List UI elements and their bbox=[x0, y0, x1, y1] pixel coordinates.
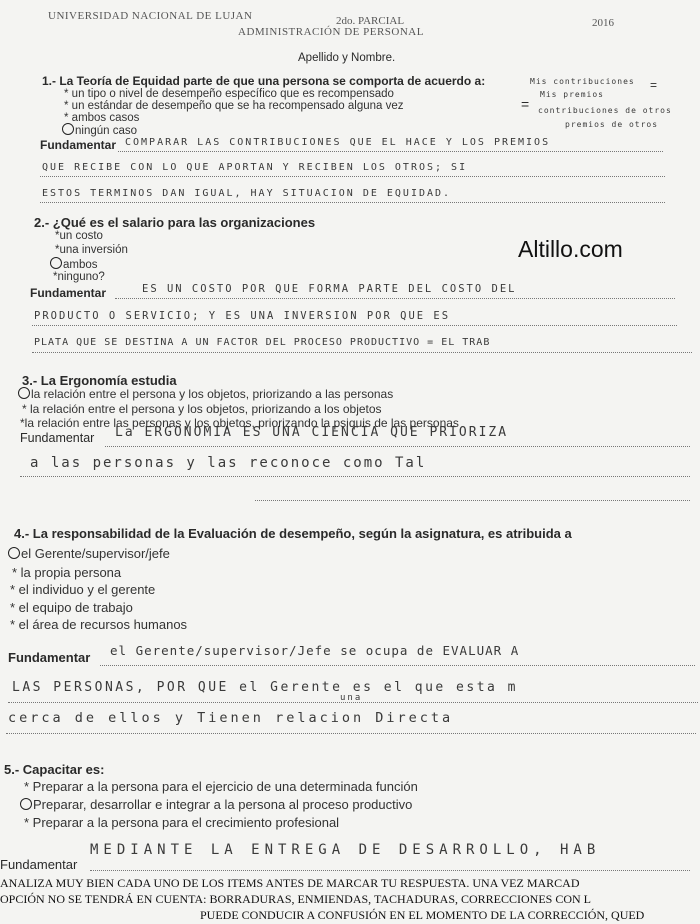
q2-option-b[interactable]: *una inversión bbox=[55, 244, 128, 256]
q1-answer-line-2[interactable]: QUE RECIBE CON LO QUE APORTAN Y RECIBEN LOS OTROS; SI bbox=[42, 162, 468, 173]
q4-option-b[interactable]: * la propia persona bbox=[12, 565, 122, 580]
instructions-line-3: PUEDE CONDUCIR A CONFUSIÓN EN EL MOMENTO DE LA CORRECCIÓN, QUED bbox=[200, 908, 645, 922]
q2-answer-line-2[interactable]: PRODUCTO O SERVICIO; Y ES UNA INVERSION POR QUE ES bbox=[34, 310, 451, 322]
margin-note-3: contribuciones de otros bbox=[538, 106, 672, 115]
question-1-title: 1.- La Teoría de Equidad parte de que una persona se comporta de acuerdo a: bbox=[42, 74, 486, 88]
answer-line bbox=[32, 352, 692, 353]
q4-option-a-label: el Gerente/supervisor/jefe bbox=[21, 546, 170, 561]
q3-fundamentar-label: Fundamentar bbox=[20, 431, 95, 445]
q4-answer-line-2[interactable]: LAS PERSONAS, POR QUE el Gerente es el que esta m bbox=[12, 680, 519, 695]
university-name: UNIVERSIDAD NACIONAL DE LUJAN bbox=[48, 10, 253, 22]
q5-option-b-label: Preparar, desarrollar e integrar a la persona al proceso productivo bbox=[33, 797, 413, 812]
watermark: Altillo.com bbox=[518, 236, 623, 262]
answer-line bbox=[6, 733, 696, 734]
q4-answer-line-3[interactable]: cerca de ellos y Tienen relacion Directa bbox=[8, 710, 454, 726]
selected-mark-icon bbox=[18, 387, 30, 399]
margin-note-4: premios de otros bbox=[565, 120, 659, 129]
q1-option-d[interactable] bbox=[62, 123, 137, 137]
q4-option-c[interactable]: * el individuo y el gerente bbox=[10, 582, 156, 597]
q5-answer-line-1[interactable]: MEDIANTE LA ENTREGA DE DESARROLLO, HAB bbox=[90, 842, 601, 858]
margin-note-1: Mis contribuciones bbox=[530, 77, 635, 86]
q2-option-c[interactable] bbox=[50, 257, 98, 271]
q2-option-d[interactable]: *ninguno? bbox=[53, 271, 105, 283]
answer-line bbox=[255, 500, 690, 501]
instructions-line-1: ANALIZA MUY BIEN CADA UNO DE LOS ITEMS ANTES DE MARCAR TU RESPUESTA. UNA VEZ MARCAD bbox=[0, 876, 580, 890]
q1-fundamentar-label: Fundamentar bbox=[40, 138, 117, 152]
selected-mark-icon bbox=[8, 547, 20, 559]
q5-option-b[interactable] bbox=[20, 797, 412, 812]
equals-sign-2: = bbox=[521, 96, 530, 112]
q3-option-a[interactable] bbox=[18, 387, 393, 401]
q5-option-c[interactable]: * Preparar a la persona para el crecimiento profesional bbox=[24, 815, 340, 830]
q3-answer-line-1[interactable]: La ERGONOMIA ES UNA CIENCIA QUE PRIORIZA bbox=[115, 425, 509, 440]
q3-option-b[interactable]: * la relación entre el persona y los objetos, priorizando a los objetos bbox=[22, 402, 382, 416]
q2-option-c-label: ambos bbox=[63, 259, 98, 271]
answer-line bbox=[32, 325, 677, 326]
question-5-title: 5.- Capacitar es: bbox=[4, 762, 105, 777]
answer-line bbox=[115, 298, 675, 299]
q4-fundamentar-label: Fundamentar bbox=[8, 650, 91, 665]
q2-answer-line-3[interactable]: PLATA QUE SE DESTINA A UN FACTOR DEL PROCESO PRODUCTIVO = EL TRAB bbox=[34, 337, 491, 348]
q4-answer-insert: una bbox=[340, 693, 363, 703]
answer-line bbox=[105, 446, 690, 447]
q1-answer-line-1[interactable]: COMPARAR LAS CONTRIBUCIONES QUE EL HACE Y LOS PREMIOS bbox=[125, 137, 551, 148]
exam-title: 2do. PARCIAL bbox=[336, 15, 405, 27]
answer-line bbox=[100, 665, 695, 666]
q1-option-c[interactable]: * ambos casos bbox=[64, 112, 140, 124]
selected-mark-icon bbox=[50, 257, 62, 269]
answer-line bbox=[40, 202, 665, 203]
q1-option-d-label: ningún caso bbox=[75, 125, 138, 137]
q3-option-c[interactable]: *la relación entre las personas y los objetos, priorizando la psiquis de las personas bbox=[20, 416, 459, 430]
equals-sign-1: = bbox=[650, 78, 658, 92]
q2-option-a[interactable]: *un costo bbox=[55, 230, 103, 242]
answer-line bbox=[90, 870, 690, 871]
answer-line bbox=[20, 476, 690, 477]
q1-answer-line-3[interactable]: ESTOS TERMINOS DAN IGUAL, HAY SITUACION DE EQUIDAD. bbox=[42, 188, 452, 199]
margin-note-2: Mis premios bbox=[540, 90, 604, 99]
q1-option-a[interactable]: * un tipo o nivel de desempeño específico que es recompensado bbox=[64, 88, 394, 100]
selected-mark-icon bbox=[62, 123, 74, 135]
question-4-title: 4.- La responsabilidad de la Evaluación de desempeño, según la asignatura, es atribuida a bbox=[14, 526, 572, 541]
answer-line bbox=[118, 151, 663, 152]
q4-option-a[interactable] bbox=[8, 546, 170, 561]
question-2-title: 2.- ¿Qué es el salario para las organizaciones bbox=[34, 215, 316, 230]
q5-fundamentar-label: Fundamentar bbox=[0, 857, 78, 872]
question-3-title: 3.- La Ergonomía estudia bbox=[22, 373, 177, 388]
q3-answer-line-2[interactable]: a las personas y las reconoce como Tal bbox=[30, 455, 427, 471]
exam-year: 2016 bbox=[592, 17, 614, 29]
subject-title: ADMINISTRACIÓN DE PERSONAL bbox=[238, 26, 424, 38]
q2-fundamentar-label: Fundamentar bbox=[30, 286, 107, 300]
q2-answer-line-1[interactable]: ES UN COSTO POR QUE FORMA PARTE DEL COSTO DEL bbox=[142, 283, 517, 295]
q5-option-a[interactable]: * Preparar a la persona para el ejercicio de una determinada función bbox=[24, 779, 418, 794]
q4-option-e[interactable]: * el área de recursos humanos bbox=[10, 617, 188, 632]
q1-option-b[interactable]: * un estándar de desempeño que se ha recompensado alguna vez bbox=[64, 100, 404, 112]
answer-line bbox=[40, 176, 665, 177]
selected-mark-icon bbox=[20, 798, 32, 810]
name-label: Apellido y Nombre. bbox=[298, 52, 396, 64]
q3-option-a-label: la relación entre el persona y los objetos, priorizando a las personas bbox=[31, 387, 394, 401]
q4-option-d[interactable]: * el equipo de trabajo bbox=[10, 600, 133, 615]
instructions-line-2: OPCIÓN NO SE TENDRÁ EN CUENTA: BORRADURAS, ENMIENDAS, TACHADURAS, CORRECCIONES CON L bbox=[0, 892, 592, 906]
q4-answer-line-1[interactable]: el Gerente/supervisor/Jefe se ocupa de EVALUAR A bbox=[110, 643, 520, 658]
